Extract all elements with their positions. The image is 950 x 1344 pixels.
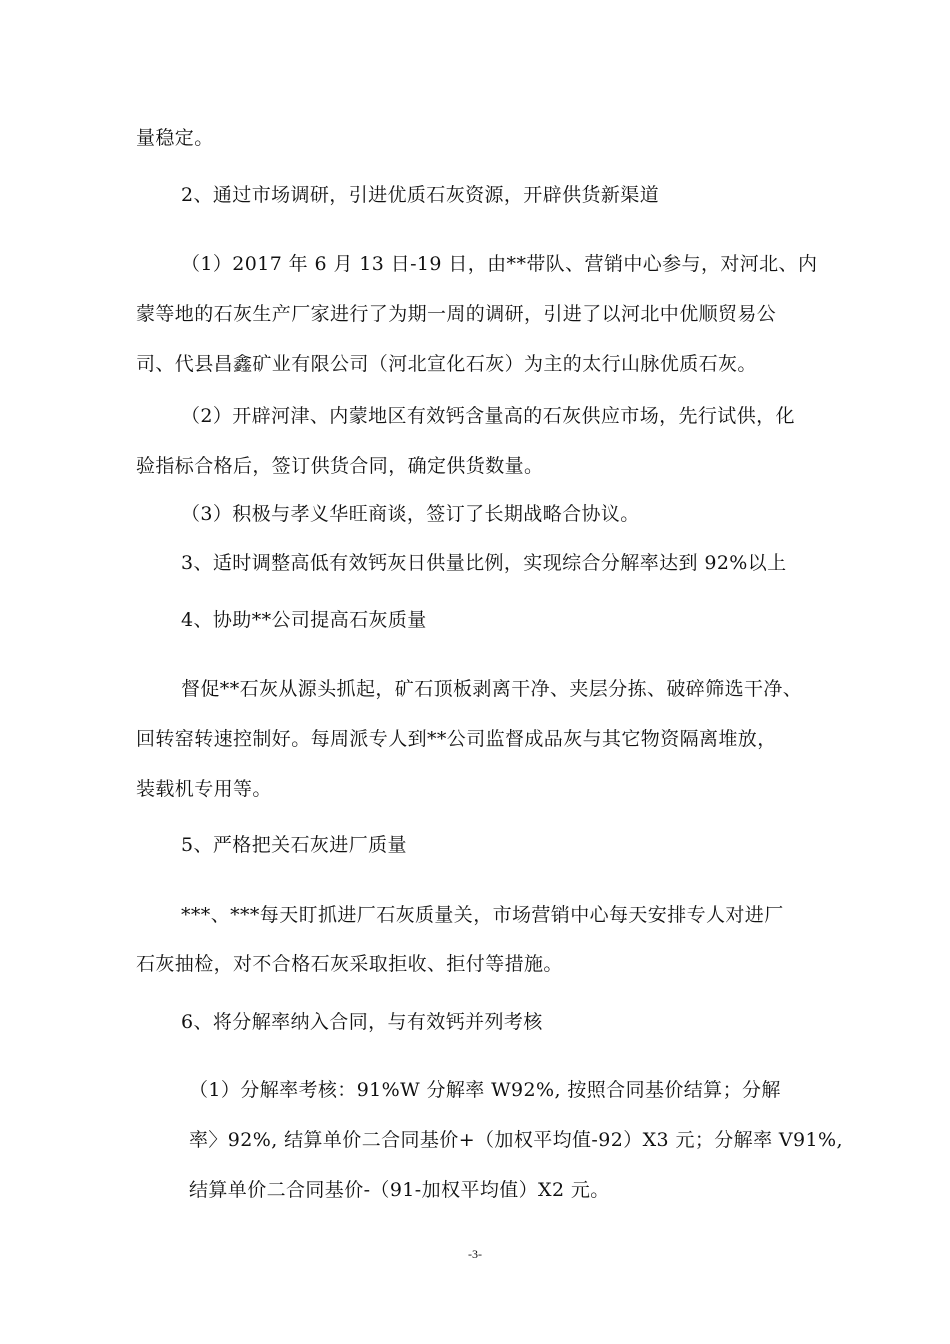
paragraph-line: （1）分解率考核：91%W 分解率 W92%, 按照合同基价结算；分解 xyxy=(189,1079,781,1101)
section-heading-4: 4、协助**公司提高石灰质量 xyxy=(181,609,427,631)
paragraph-line: 量稳定。 xyxy=(136,127,214,149)
paragraph-line: （3）积极与孝义华旺商谈，签订了长期战略合协议。 xyxy=(181,503,640,525)
section-heading-3: 3、适时调整高低有效钙灰日供量比例，实现综合分解率达到 92%以上 xyxy=(181,552,787,574)
paragraph-line: 督促**石灰从源头抓起，矿石顶板剥离干净、夹层分拣、破碎筛选干净、 xyxy=(181,678,803,700)
section-heading-6: 6、将分解率纳入合同，与有效钙并列考核 xyxy=(181,1011,543,1033)
paragraph-line: 率〉92%, 结算单价二合同基价+（加权平均值-92）X3 元；分解率 V91%, xyxy=(189,1129,843,1151)
paragraph-line: 回转窑转速控制好。每周派专人到**公司监督成品灰与其它物资隔离堆放， xyxy=(136,728,777,750)
paragraph-line: （2）开辟河津、内蒙地区有效钙含量高的石灰供应市场，先行试供，化 xyxy=(181,405,795,427)
paragraph-line: 石灰抽检，对不合格石灰采取拒收、拒付等措施。 xyxy=(136,953,563,975)
paragraph-line: 验指标合格后，签订供货合同，确定供货数量。 xyxy=(136,455,544,477)
paragraph-line: 蒙等地的石灰生产厂家进行了为期一周的调研，引进了以河北中优顺贸易公 xyxy=(136,303,777,325)
section-heading-5: 5、严格把关石灰进厂质量 xyxy=(181,834,407,856)
page-number: -3- xyxy=(468,1247,482,1261)
paragraph-line: 结算单价二合同基价-（91-加权平均值）X2 元。 xyxy=(189,1179,610,1201)
paragraph-line: 装载机专用等。 xyxy=(136,778,272,800)
paragraph-line: ***、***每天盯抓进厂石灰质量关，市场营销中心每天安排专人对进厂 xyxy=(181,904,784,926)
paragraph-line: 司、代县昌鑫矿业有限公司（河北宣化石灰）为主的太行山脉优质石灰。 xyxy=(136,353,757,375)
paragraph-line: （1）2017 年 6 月 13 日-19 日，由**带队、营销中心参与，对河北、内 xyxy=(181,253,818,275)
section-heading-2: 2、通过市场调研，引进优质石灰资源，开辟供货新渠道 xyxy=(181,184,660,206)
